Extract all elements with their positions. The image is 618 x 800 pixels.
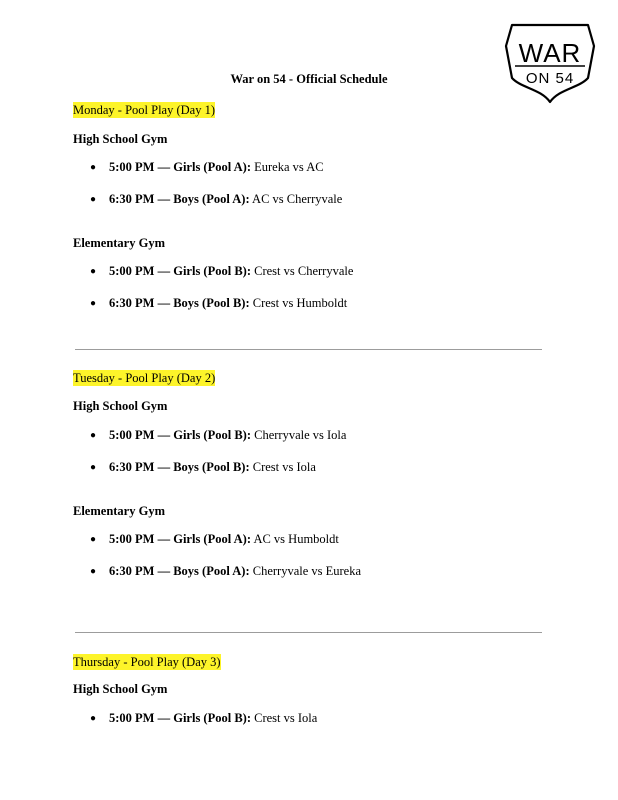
game-row <box>90 532 339 547</box>
bullet-icon: ● <box>90 713 97 724</box>
game-matchup: AC vs Humboldt <box>253 532 339 546</box>
game-label: 6:30 PM — Boys (Pool B): <box>109 460 250 474</box>
section-divider <box>75 632 542 633</box>
game-matchup: Crest vs Iola <box>252 460 316 474</box>
game-label: 5:00 PM — Girls (Pool A): <box>109 532 251 546</box>
gym-heading: High School Gym <box>73 682 168 696</box>
bullet-icon: ● <box>90 534 97 545</box>
game-label: 6:30 PM — Boys (Pool A): <box>109 564 250 578</box>
game-row <box>90 296 347 311</box>
bullet-icon: ● <box>90 566 97 577</box>
game-matchup: Crest vs Iola <box>254 711 318 725</box>
game-row <box>90 564 361 579</box>
route-shield-icon <box>503 22 597 104</box>
day-heading-tuesday <box>73 370 215 386</box>
game-matchup: Cherryvale vs Iola <box>254 428 347 442</box>
day-heading-thursday <box>73 654 221 670</box>
gym-heading: High School Gym <box>73 132 168 146</box>
gym-heading: Elementary Gym <box>73 504 165 518</box>
game-label: 6:30 PM — Boys (Pool A): <box>109 192 250 206</box>
logo-line-1: WAR <box>518 38 582 68</box>
logo-line-2: ON 54 <box>525 70 575 87</box>
page-title: War on 54 - Official Schedule <box>230 72 388 86</box>
section-divider <box>75 349 542 350</box>
game-label: 6:30 PM — Boys (Pool B): <box>109 296 250 310</box>
war-on-54-logo <box>503 22 597 104</box>
gym-heading: High School Gym <box>73 399 168 413</box>
day-heading-monday <box>73 102 215 118</box>
game-row <box>90 460 316 475</box>
game-row <box>90 192 342 207</box>
gym-heading: Elementary Gym <box>73 236 165 250</box>
game-matchup: AC vs Cherryvale <box>252 192 343 206</box>
game-label: 5:00 PM — Girls (Pool B): <box>109 264 251 278</box>
bullet-icon: ● <box>90 266 97 277</box>
game-label: 5:00 PM — Girls (Pool B): <box>109 428 251 442</box>
game-row <box>90 711 317 726</box>
bullet-icon: ● <box>90 430 97 441</box>
day-heading-text: Thursday - Pool Play (Day 3) <box>73 655 221 669</box>
day-heading-text: Monday - Pool Play (Day 1) <box>73 103 215 117</box>
game-row <box>90 428 346 443</box>
game-label: 5:00 PM — Girls (Pool B): <box>109 711 251 725</box>
bullet-icon: ● <box>90 298 97 309</box>
game-row <box>90 264 353 279</box>
day-heading-text: Tuesday - Pool Play (Day 2) <box>73 371 216 385</box>
game-row <box>90 160 324 175</box>
game-matchup: Cherryvale vs Eureka <box>252 564 362 578</box>
game-matchup: Eureka vs AC <box>254 160 324 174</box>
game-matchup: Crest vs Humboldt <box>252 296 348 310</box>
game-matchup: Crest vs Cherryvale <box>254 264 354 278</box>
bullet-icon: ● <box>90 194 97 205</box>
bullet-icon: ● <box>90 462 97 473</box>
game-label: 5:00 PM — Girls (Pool A): <box>109 160 251 174</box>
bullet-icon: ● <box>90 162 97 173</box>
